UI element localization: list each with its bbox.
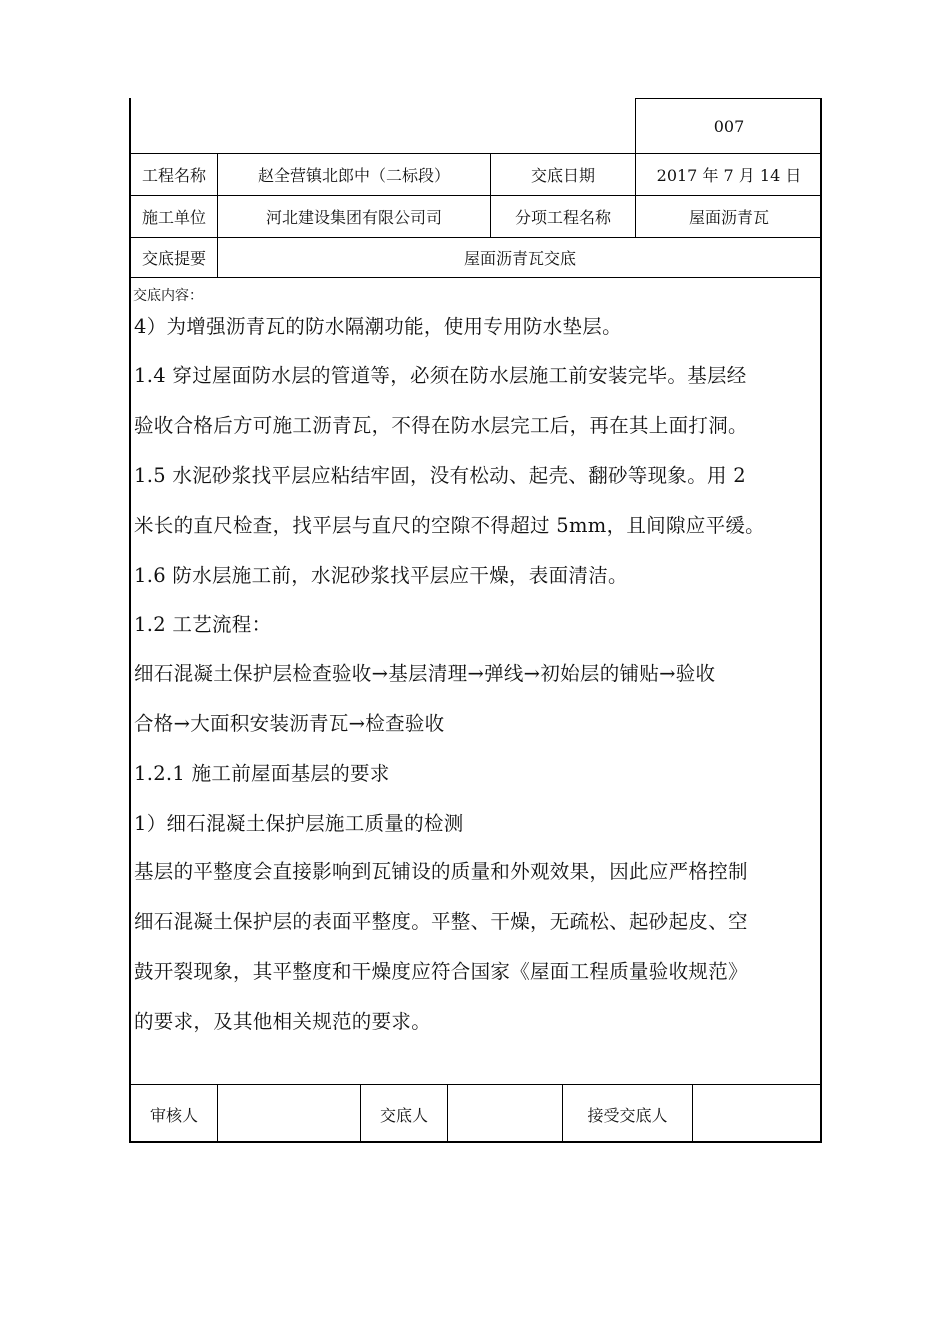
date-value: 2017 年 7 月 14 日 (656, 166, 802, 185)
content-line: 4）为增强沥青瓦的防水隔潮功能，使用专用防水垫层。 (134, 315, 622, 338)
content-line: 细石混凝土保护层的表面平整度。平整、干燥，无疏松、起砂起皮、空 (134, 910, 748, 933)
content-line: 米长的直尺检查，找平层与直尺的空隙不得超过 5mm，且间隙应平缓。 (134, 514, 765, 537)
content-line: 1）细石混凝土保护层施工质量的检测 (134, 812, 464, 835)
subitem-value: 屋面沥青瓦 (688, 208, 769, 227)
content-label: 交底内容： (133, 288, 203, 304)
content-line: 1.5 水泥砂浆找平层应粘结牢固，没有松动、起壳、翻砂等现象。用 2 (134, 464, 747, 487)
project-name-value: 赵全营镇北郎中（二标段） (257, 166, 450, 185)
content-line: 合格→大面积安装沥青瓦→检查验收 (134, 712, 445, 735)
content-line: 细石混凝土保护层检查验收→基层清理→弹线→初始层的铺贴→验收 (134, 662, 716, 685)
content-line: 鼓开裂现象，其平整度和干燥度应符合国家《屋面工程质量验收规范》 (134, 960, 748, 983)
summary-value: 屋面沥青瓦交底 (463, 249, 576, 268)
receiver-signature (693, 1085, 821, 1143)
doc-number: 007 (713, 116, 745, 136)
discloser-label: 交底人 (379, 1105, 428, 1125)
receiver-label: 接受交底人 (587, 1105, 668, 1125)
unit-value: 河北建设集团有限公司司 (265, 208, 442, 227)
date-label: 交底日期 (530, 166, 595, 185)
reviewer-signature (218, 1085, 360, 1143)
content-line: 1.4 穿过屋面防水层的管道等，必须在防水层施工前安装完毕。基层经 (134, 364, 747, 387)
content-line: 基层的平整度会直接影响到瓦铺设的质量和外观效果，因此应严格控制 (134, 860, 748, 883)
content-line: 的要求，及其他相关规范的要求。 (134, 1010, 432, 1033)
unit-label: 施工单位 (141, 208, 206, 227)
summary-label: 交底提要 (141, 249, 206, 268)
reviewer-label: 审核人 (149, 1105, 198, 1125)
content-line: 1.6 防水层施工前，水泥砂浆找平层应干燥，表面清洁。 (134, 564, 628, 587)
subitem-label: 分项工程名称 (514, 208, 611, 227)
discloser-signature (448, 1085, 562, 1143)
rule-row3-bottom (129, 277, 822, 278)
content-line: 验收合格后方可施工沥青瓦，不得在防水层完工后，再在其上面打洞。 (134, 414, 748, 437)
content-line: 1.2 工艺流程： (134, 613, 272, 636)
project-name-label: 工程名称 (141, 166, 206, 185)
content-line: 1.2.1 施工前屋面基层的要求 (134, 762, 390, 785)
